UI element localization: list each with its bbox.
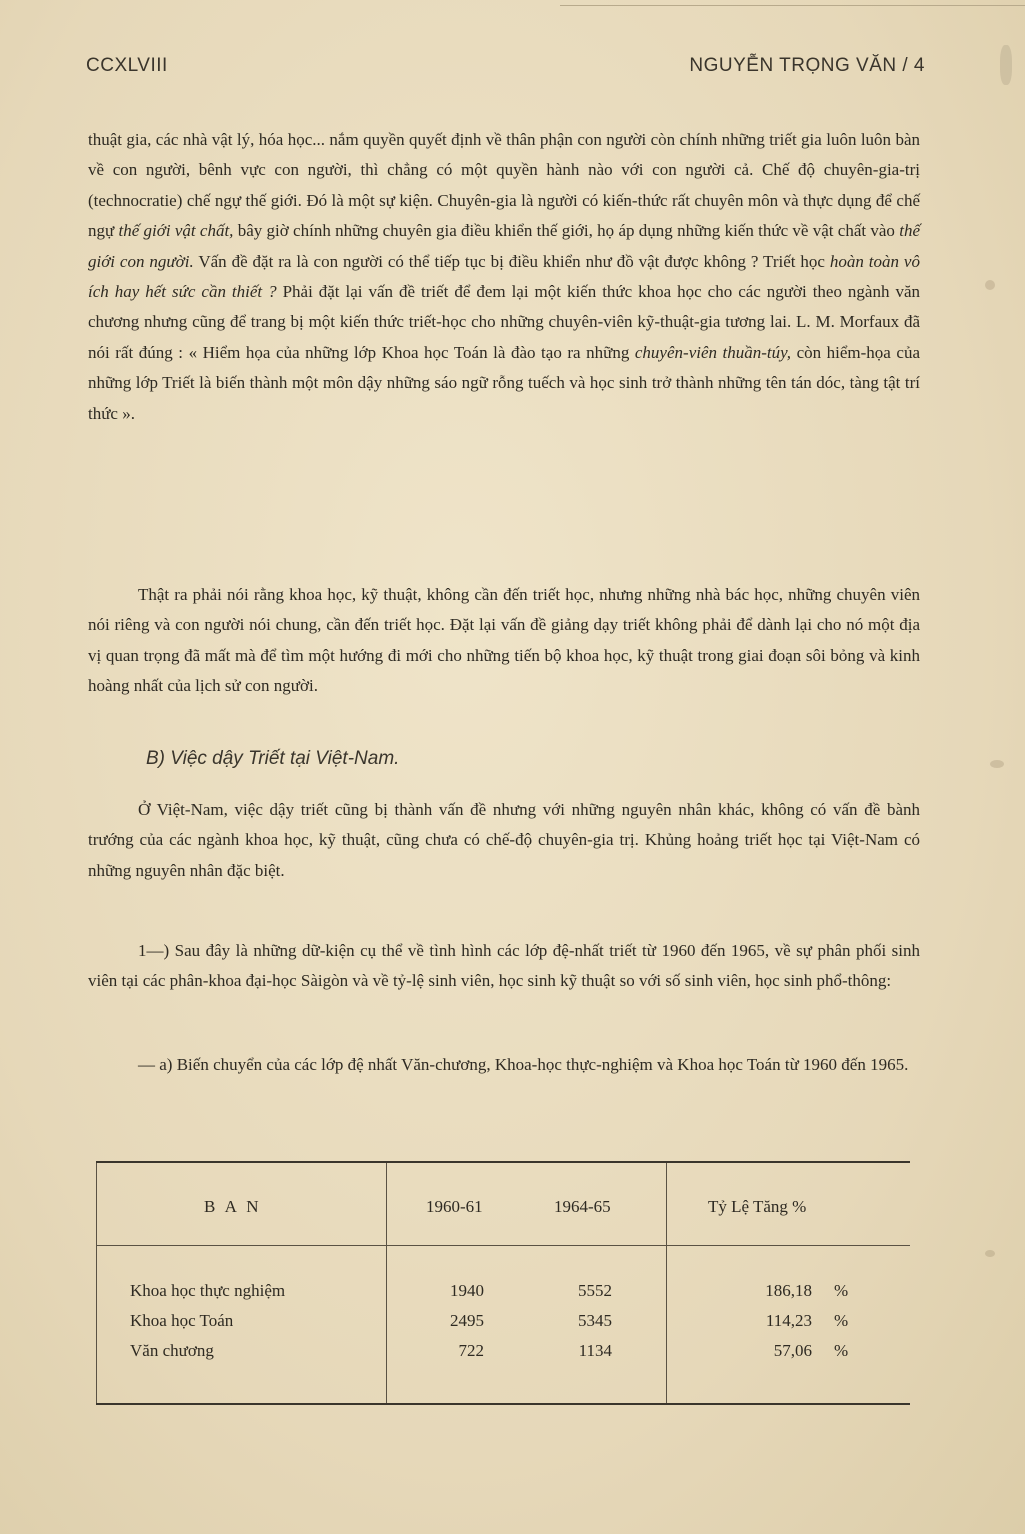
table-cell-rate: 186,18 bbox=[765, 1281, 812, 1300]
table-divider-1 bbox=[386, 1163, 387, 1403]
paragraph-1-emphasis-a: thế giới vật chất, bbox=[118, 221, 234, 241]
table-cell-percent: % bbox=[834, 1341, 849, 1360]
table-cell-percent: % bbox=[834, 1281, 849, 1300]
paper-stain bbox=[1000, 45, 1012, 85]
table-header-rate: Tỷ Lệ Tăng % bbox=[708, 1197, 807, 1216]
paragraph-1-part-a: thuật gia, các nhà vật lý, hóa học... nắm quyền quyết định về thân phận con người còn chính những triết gia luôn luôn bàn về con người, bênh vực con người, thì chẳng có một quyền hành nào với con người cả. Chế độ chuyên-gia-trị (technocratie) chế ngự thế giới. Đó là một sự kiện. Chuyên-gia là người có kiến-thức rất chuyên môn và thực dụng để chế ngự bbox=[88, 130, 920, 241]
paragraph-1-part-e: còn hiểm-họa của những lớp Triết là biến thành một môn dậy những sáo ngữ rỗng tuếch và học sinh trở thành những tên tán dóc, tàng tật trí thức ». bbox=[88, 342, 920, 423]
table-row-label: Khoa học thực nghiệm bbox=[130, 1281, 286, 1300]
table-header-ban: B A N bbox=[204, 1197, 262, 1216]
table-divider-2 bbox=[666, 1163, 667, 1403]
table-cell-1960: 722 bbox=[458, 1341, 484, 1360]
paragraph-1-emphasis-b: thế giới con người. bbox=[88, 221, 920, 271]
header-author: NGUYỄN TRỌNG VĂN / 4 bbox=[689, 55, 925, 76]
paragraph-1-part-c: Vấn đề đặt ra là con người có thể tiếp tục bị điều khiển như đồ vật được không ? Triết học bbox=[193, 251, 830, 271]
page-edge-line bbox=[560, 5, 1025, 6]
paragraph-1-part-b: bây giờ chính những chuyên gia điều khiển thế giới, họ áp dụng những kiến thức về vật chất vào bbox=[233, 221, 900, 241]
paragraph-3: Ở Việt-Nam, việc dậy triết cũng bị thành vấn đề nhưng với những nguyên nhân khác, không có vấn đề bành trướng của các ngành khoa học, kỹ thuật, cũng chưa có chế-độ chuyên-gia trị. Khủng hoảng triết học tại Việt-Nam có những nguyên nhân đặc biệt. bbox=[88, 800, 920, 880]
table-cell-rate: 57,06 bbox=[773, 1341, 812, 1360]
page-number-roman: CCXLVIII bbox=[86, 55, 168, 76]
table-row-label: Khoa học Toán bbox=[130, 1311, 234, 1330]
table-cell-1964: 5552 bbox=[578, 1281, 612, 1300]
table-cell-rate: 114,23 bbox=[765, 1311, 812, 1330]
table-border-left bbox=[96, 1163, 97, 1403]
paragraph-2: Thật ra phải nói rằng khoa học, kỹ thuật, không cần đến triết học, nhưng những nhà bác học, những chuyên viên nói riêng và con người nói chung, cần đến triết học. Đặt lại vấn đề giảng dạy triết không phải để dành lại cho nó một địa vị quan trọng đã mất mà để tìm một hướng đi mới cho những tiến bộ khoa học, kỹ thuật trong giai đoạn sôi bỏng và kinh hoàng nhất của lịch sử con người. bbox=[88, 585, 920, 696]
statistics-table bbox=[96, 1161, 910, 1405]
table-cell-1960: 2495 bbox=[450, 1311, 484, 1330]
paragraph-4: 1—) Sau đây là những dữ-kiện cụ thể về tình hình các lớp đệ-nhất triết từ 1960 đến 1965, về sự phân phối sinh viên tại các phân-khoa đại-học Sàigòn và về tỷ-lệ sinh viên, học sinh kỹ thuật so với số sinh viên, học sinh phổ-thông: bbox=[88, 941, 920, 991]
paragraph-1-emphasis-c: hoàn toàn vô ích hay hết sức cần thiết ? bbox=[88, 251, 920, 302]
table-header-1960: 1960-61 bbox=[426, 1197, 483, 1216]
table-row-label: Văn chương bbox=[130, 1341, 214, 1360]
paper-stain bbox=[985, 280, 995, 290]
table-cell-1960: 1940 bbox=[450, 1281, 484, 1300]
paragraph-1-emphasis-d: chuyên-viên thuần-túy, bbox=[634, 342, 792, 362]
table-header-1964: 1964-65 bbox=[554, 1197, 611, 1216]
paper-stain bbox=[990, 760, 1004, 768]
table-header-rule bbox=[96, 1245, 910, 1246]
table-cell-1964: 5345 bbox=[578, 1311, 612, 1330]
paragraph-1-part-d: Phải đặt lại vấn đề triết để đem lại một kiến thức khoa học cho các người theo ngành văn chương nhưng cũng để trang bị một kiến thức triết-học cho những chuyên-viên kỹ-thuật-gia tương lai. L. M. Morfaux đã nói rất đúng : « Hiểm họa của những lớp Khoa học Toán là đào tạo ra những bbox=[88, 282, 920, 362]
paragraph-5: — a) Biến chuyển của các lớp đệ nhất Văn-chương, Khoa-học thực-nghiệm và Khoa học Toán từ 1960 đến 1965. bbox=[138, 1055, 909, 1074]
running-header bbox=[86, 55, 925, 85]
paragraph-1 bbox=[88, 125, 920, 429]
paper-stain bbox=[985, 1250, 995, 1257]
table-cell-1964: 1134 bbox=[578, 1341, 612, 1360]
table-cell-percent: % bbox=[834, 1311, 849, 1330]
section-heading: B) Việc dậy Triết tại Việt-Nam. bbox=[146, 748, 400, 769]
